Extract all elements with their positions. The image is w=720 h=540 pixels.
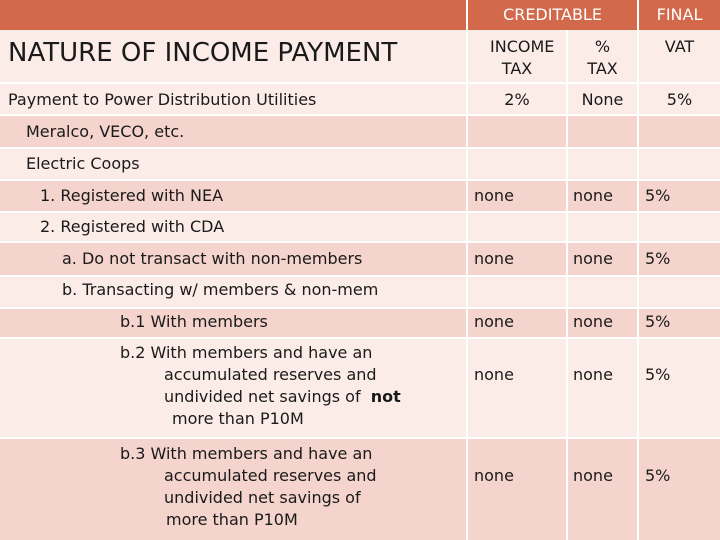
row-label: Meralco, VECO, etc. (26, 122, 185, 141)
creditable-group-header: CREDITABLE (503, 5, 602, 24)
row-label: Electric Coops (26, 154, 140, 173)
col-header-pct-tax: % TAX (587, 37, 618, 78)
pct-tax-cell: None (581, 90, 624, 109)
income-tax-cell: none (474, 466, 514, 485)
row-label: 2. Registered with CDA (40, 217, 225, 236)
vat-cell: 5% (645, 249, 671, 268)
income-tax-cell: 2% (504, 90, 530, 109)
pct-tax-cell: none (573, 249, 613, 268)
pct-tax-cell: none (573, 312, 613, 331)
row-label-line: accumulated reserves and (164, 466, 377, 485)
col-header-income-tax: INCOME TAX (490, 37, 555, 78)
row-label: Payment to Power Distribution Utilities (8, 90, 317, 109)
row-label-line: undivided net savings of (164, 488, 361, 507)
row-label-line-text: undivided net savings of (164, 387, 361, 406)
row-label-line (120, 386, 463, 408)
column-divider (637, 0, 639, 540)
row-label-line: accumulated reserves and (164, 365, 377, 384)
row-label: 1. Registered with NEA (40, 186, 224, 205)
pct-tax-cell: none (573, 466, 613, 485)
pct-tax-cell: none (573, 186, 613, 205)
column-divider (466, 0, 468, 540)
income-tax-cell: none (474, 365, 514, 384)
row-label-line: more than P10M (166, 510, 298, 529)
income-tax-cell: none (474, 312, 514, 331)
row-label: b. Transacting w/ members & non-mem (62, 280, 379, 299)
emphasis-text: not (370, 387, 401, 406)
vat-cell: 5% (666, 90, 693, 109)
row-label-line: b.3 With members and have an (120, 444, 373, 463)
row-label-multiline (120, 443, 463, 531)
row-label-line: more than P10M (172, 409, 304, 428)
row-label-multiline (120, 342, 463, 430)
row-label: b.1 With members (120, 312, 268, 331)
vat-cell: 5% (645, 312, 671, 331)
final-group-header: FINAL (656, 5, 703, 24)
vat-cell: 5% (645, 186, 671, 205)
col-header-vat: VAT (664, 37, 695, 56)
row-label: a. Do not transact with non-members (62, 249, 363, 268)
row-label-line: b.2 With members and have an (120, 343, 373, 362)
pct-tax-cell: none (573, 365, 613, 384)
table-title: NATURE OF INCOME PAYMENT (8, 38, 398, 68)
income-tax-cell: none (474, 186, 514, 205)
income-tax-cell: none (474, 249, 514, 268)
vat-cell: 5% (645, 365, 671, 384)
vat-cell: 5% (645, 466, 671, 485)
